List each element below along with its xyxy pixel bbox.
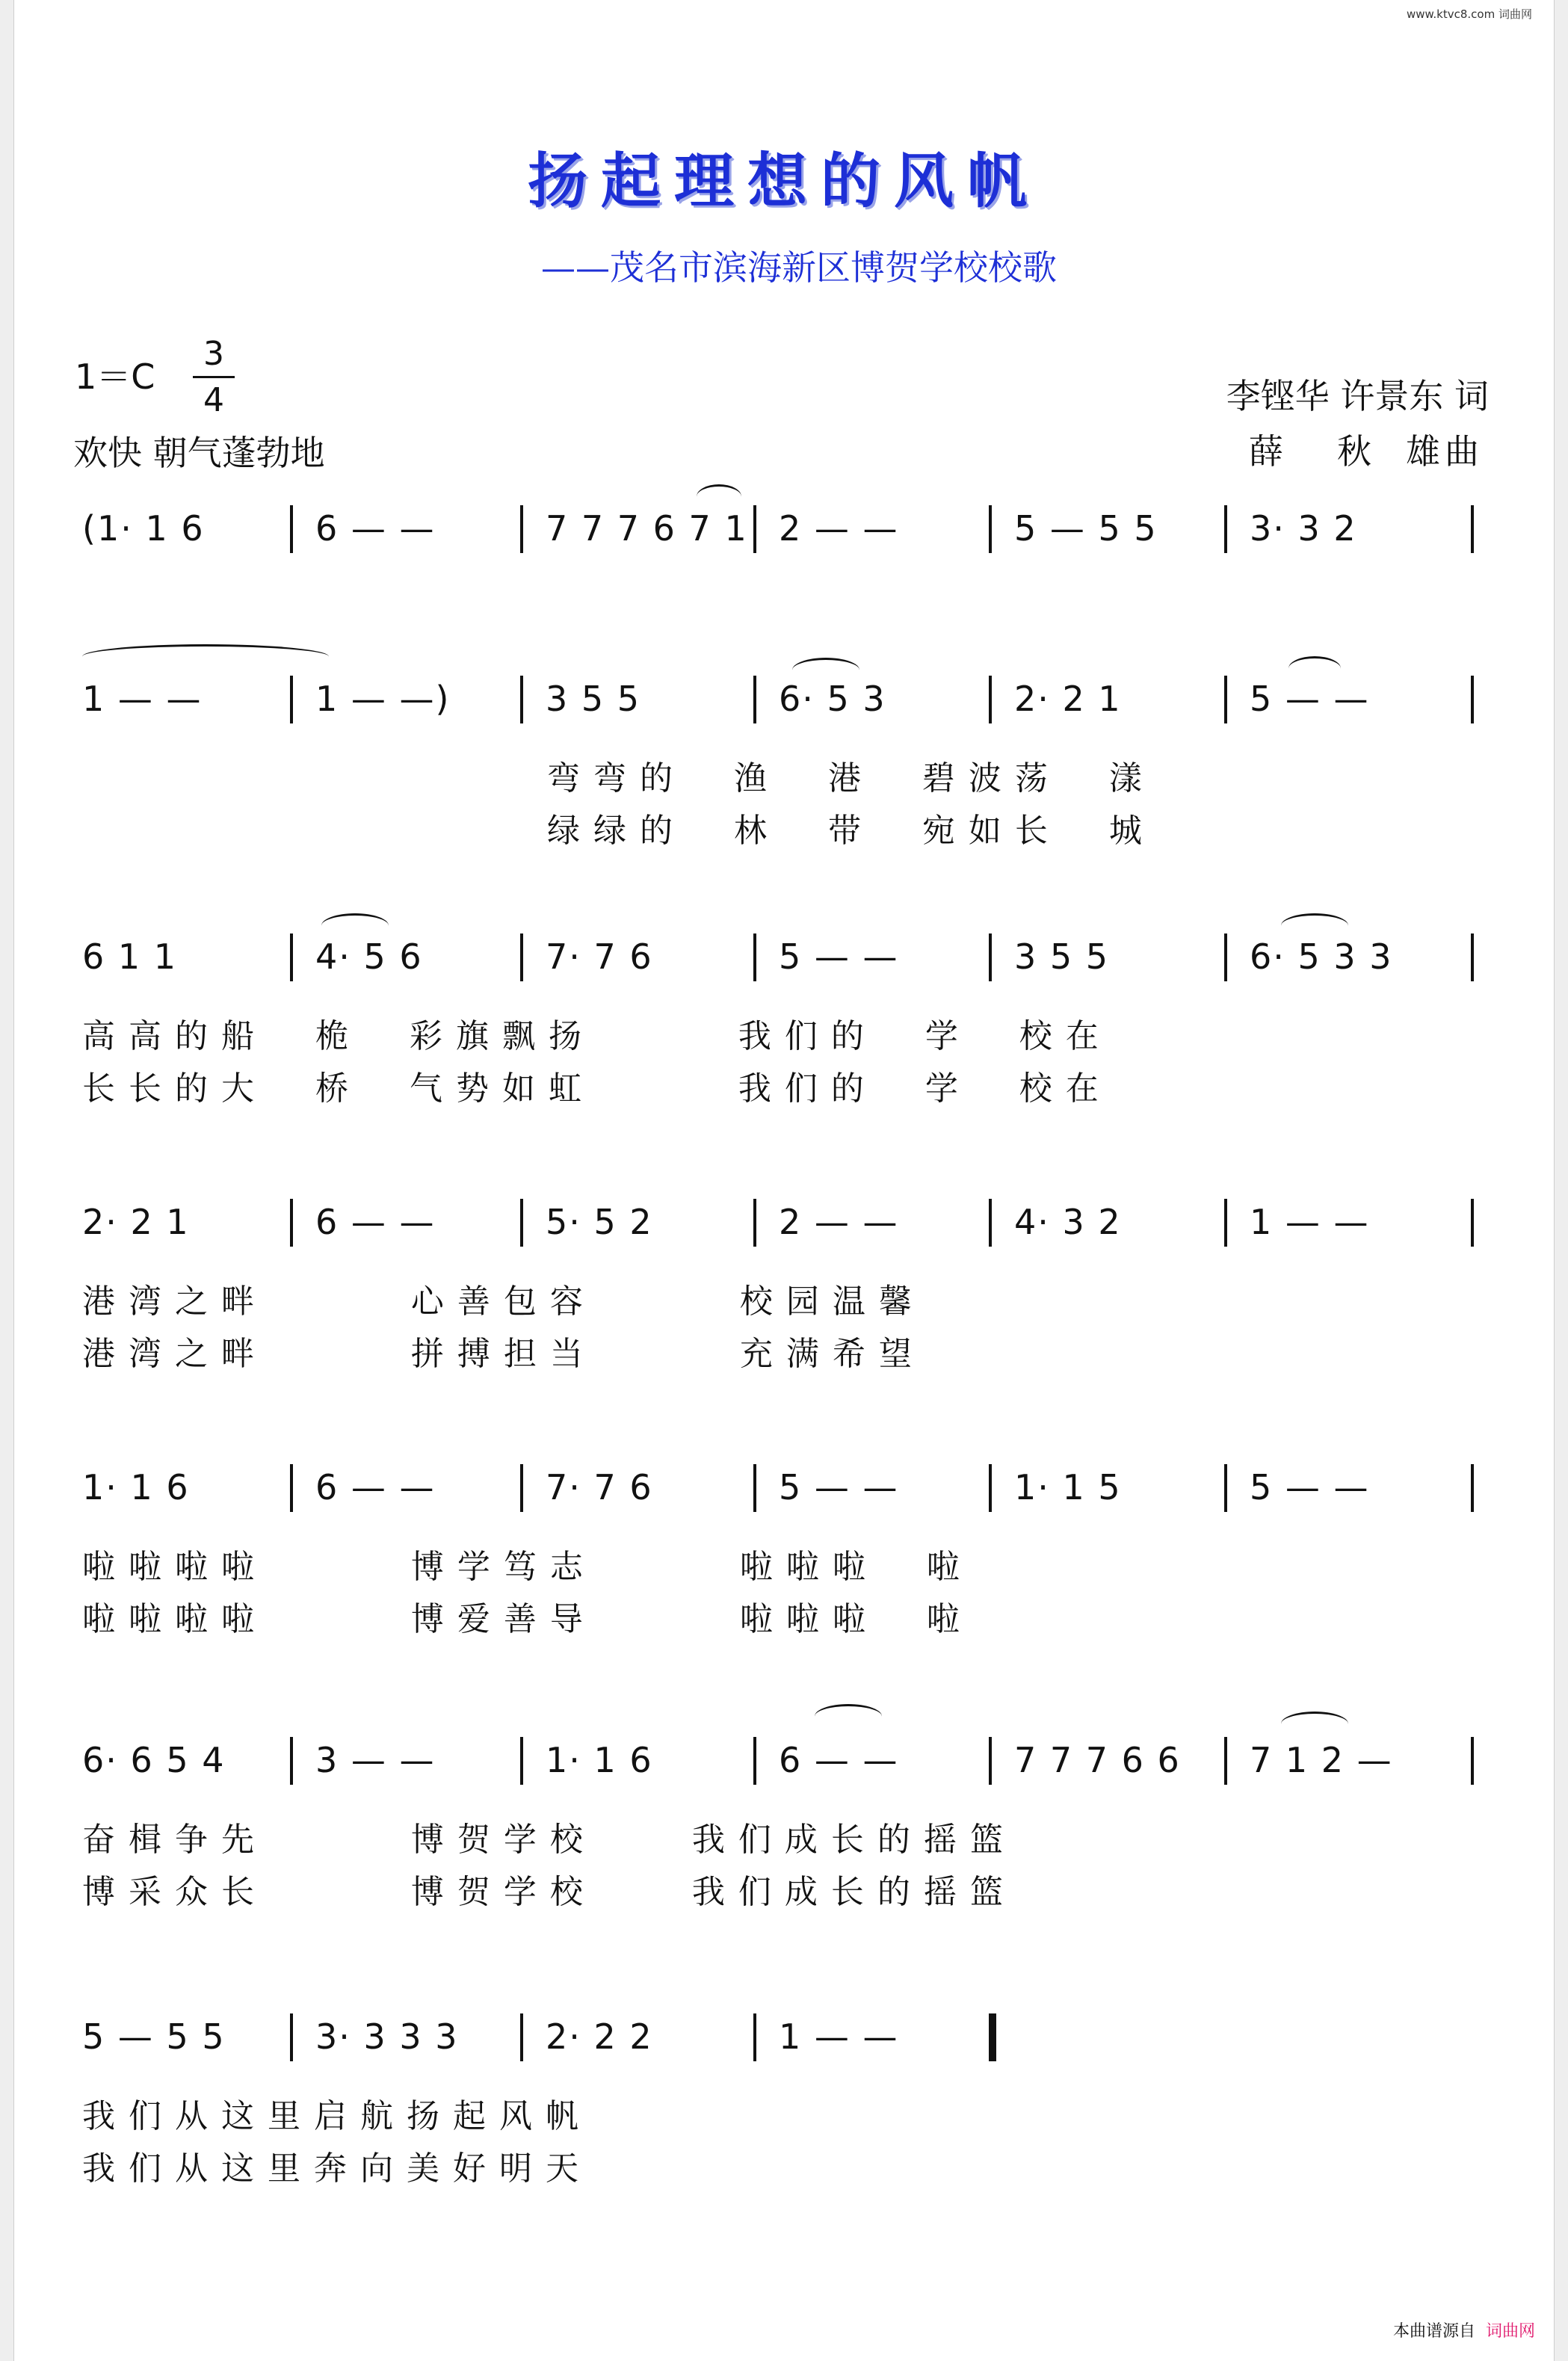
barline: [1471, 1737, 1474, 1785]
measure: 6 — —: [315, 508, 436, 549]
barline: [1224, 676, 1227, 723]
slur-mark: [82, 644, 329, 669]
measure: 6 — —: [779, 1740, 899, 1780]
barline: [520, 1464, 523, 1512]
lyricist-credit: 李铿华 许景东 词: [1226, 376, 1489, 416]
measure: 3 5 5: [1014, 936, 1110, 977]
barline: [520, 505, 523, 553]
measure: 6 1 1: [82, 936, 178, 977]
measure: 1· 1 6: [546, 1740, 653, 1780]
barline: [1471, 933, 1474, 981]
barline: [1471, 505, 1474, 553]
slur-mark: [792, 658, 859, 682]
measure: 5 — —: [1250, 1467, 1370, 1507]
measure: (1· 1 6: [82, 508, 205, 549]
barline: [989, 505, 992, 553]
barline: [753, 676, 756, 723]
measure: 1· 1 6: [82, 1467, 190, 1507]
barline: [753, 1464, 756, 1512]
measure: 5 — —: [779, 936, 899, 977]
right-margin-strip: [1554, 0, 1568, 2361]
barline: [753, 1199, 756, 1247]
composer-credit: 薛 秋 雄曲: [1249, 431, 1484, 472]
measure: 7 7 7 6 7 1: [546, 508, 748, 549]
barline: [753, 505, 756, 553]
song-subtitle: ——茂名市滨海新区博贺学校校歌: [541, 247, 1057, 288]
measure: 5· 5 2: [546, 1202, 653, 1242]
measure: 5 — —: [779, 1467, 899, 1507]
measure: 6 — —: [315, 1202, 436, 1242]
measure: 1 — —: [82, 679, 203, 719]
barline: [290, 676, 293, 723]
measure: 1 — —: [1250, 1202, 1370, 1242]
time-signature: [193, 335, 235, 419]
lyric-line-1: 高高的船 桅 彩旗飘扬 我们的 学 校在: [82, 1017, 1112, 1055]
slur-mark: [321, 913, 389, 938]
measure: 5 — 5 5: [1014, 508, 1158, 549]
barline: [753, 2013, 756, 2061]
lyric-line-2: 我们从这里奔向美好明天: [82, 2149, 592, 2188]
measure: 5 — —: [1250, 679, 1370, 719]
measure: 2· 2 2: [546, 2016, 653, 2057]
barline: [1224, 1199, 1227, 1247]
barline: [520, 1737, 523, 1785]
barline: [290, 1737, 293, 1785]
barline: [1224, 505, 1227, 553]
lyric-line-1: 弯弯的 渔 港 碧波荡 漾: [547, 759, 1155, 797]
barline: [1224, 1464, 1227, 1512]
measure: 6· 6 5 4: [82, 1740, 226, 1780]
measure: 7 7 7 6 6: [1014, 1740, 1181, 1780]
tempo-marking: 欢快 朝气蓬勃地: [73, 433, 325, 473]
measure: 1· 1 5: [1014, 1467, 1122, 1507]
lyric-line-2: 啦啦啦啦 博爱善导 啦啦啦 啦: [82, 1600, 973, 1638]
barline: [1224, 1737, 1227, 1785]
barline: [290, 933, 293, 981]
footer-brand: 词曲网: [1485, 2322, 1535, 2341]
barline: [753, 933, 756, 981]
barline: [753, 1737, 756, 1785]
measure: 2 — —: [779, 508, 899, 549]
barline: [520, 676, 523, 723]
measure: 3 5 5: [546, 679, 641, 719]
measure: 3· 3 2: [1250, 508, 1357, 549]
measure: 7· 7 6: [546, 936, 653, 977]
slur-mark: [1288, 656, 1341, 681]
barline: [520, 1199, 523, 1247]
song-title: 扬起理想的风帆: [528, 146, 1040, 216]
measure: 6· 5 3: [779, 679, 886, 719]
barline: [290, 2013, 293, 2061]
measure: 7 1 2 —: [1250, 1740, 1393, 1780]
barline: [290, 1464, 293, 1512]
lyric-line-2: 长长的大 桥 气势如虹 我们的 学 校在: [82, 1070, 1112, 1108]
barline: [989, 676, 992, 723]
barline: [520, 933, 523, 981]
site-watermark: www.ktvc8.com 词曲网: [1406, 7, 1532, 21]
lyric-line-1: 我们从这里启航扬起风帆: [82, 2097, 592, 2135]
lyric-line-1: 港湾之畔 心善包容 校园温馨: [82, 1283, 925, 1321]
measure: 6· 5 3 3: [1250, 936, 1393, 977]
measure: 5 — 5 5: [82, 2016, 226, 2057]
barline: [1471, 1199, 1474, 1247]
barline: [290, 505, 293, 553]
barline: [520, 2013, 523, 2061]
barline: [989, 1199, 992, 1247]
final-barline: [989, 2013, 996, 2061]
measure: 3 — —: [315, 1740, 436, 1780]
barline: [1471, 1464, 1474, 1512]
footer-text: 本曲谱源自: [1392, 2322, 1475, 2341]
measure: 1 — —: [779, 2016, 899, 2057]
measure: 6 — —: [315, 1467, 436, 1507]
slur-mark: [815, 1704, 882, 1729]
time-bottom: 4: [203, 381, 224, 419]
barline: [290, 1199, 293, 1247]
lyric-line-2: 港湾之畔 拼搏担当 充满希望: [82, 1335, 925, 1373]
lyric-line-1: 奋楫争先 博贺学校 我们成长的摇篮: [82, 1821, 1016, 1859]
barline: [1224, 933, 1227, 981]
measure: 3· 3 3 3: [315, 2016, 459, 2057]
slur-mark: [1281, 1712, 1348, 1736]
measure: 2 — —: [779, 1202, 899, 1242]
barline: [989, 1464, 992, 1512]
footer-credit: [1393, 2318, 1535, 2342]
lyric-line-1: 啦啦啦啦 博学笃志 啦啦啦 啦: [82, 1548, 973, 1586]
measure: 7· 7 6: [546, 1467, 653, 1507]
barline: [1471, 676, 1474, 723]
measure: 2· 2 1: [82, 1202, 190, 1242]
barline: [989, 933, 992, 981]
measure: 2· 2 1: [1014, 679, 1122, 719]
lyric-line-2: 博采众长 博贺学校 我们成长的摇篮: [82, 1873, 1016, 1911]
measure: 4· 5 6: [315, 936, 423, 977]
slur-mark: [1281, 913, 1348, 938]
measure: 1 — —): [315, 679, 451, 719]
key-signature: 1＝C: [75, 357, 155, 397]
left-margin-strip: [0, 0, 14, 2361]
time-top: 3: [203, 335, 224, 373]
barline: [989, 1737, 992, 1785]
lyric-line-2: 绿绿的 林 带 宛如长 城: [547, 812, 1155, 850]
measure: 4· 3 2: [1014, 1202, 1122, 1242]
slur-mark: [697, 484, 741, 509]
